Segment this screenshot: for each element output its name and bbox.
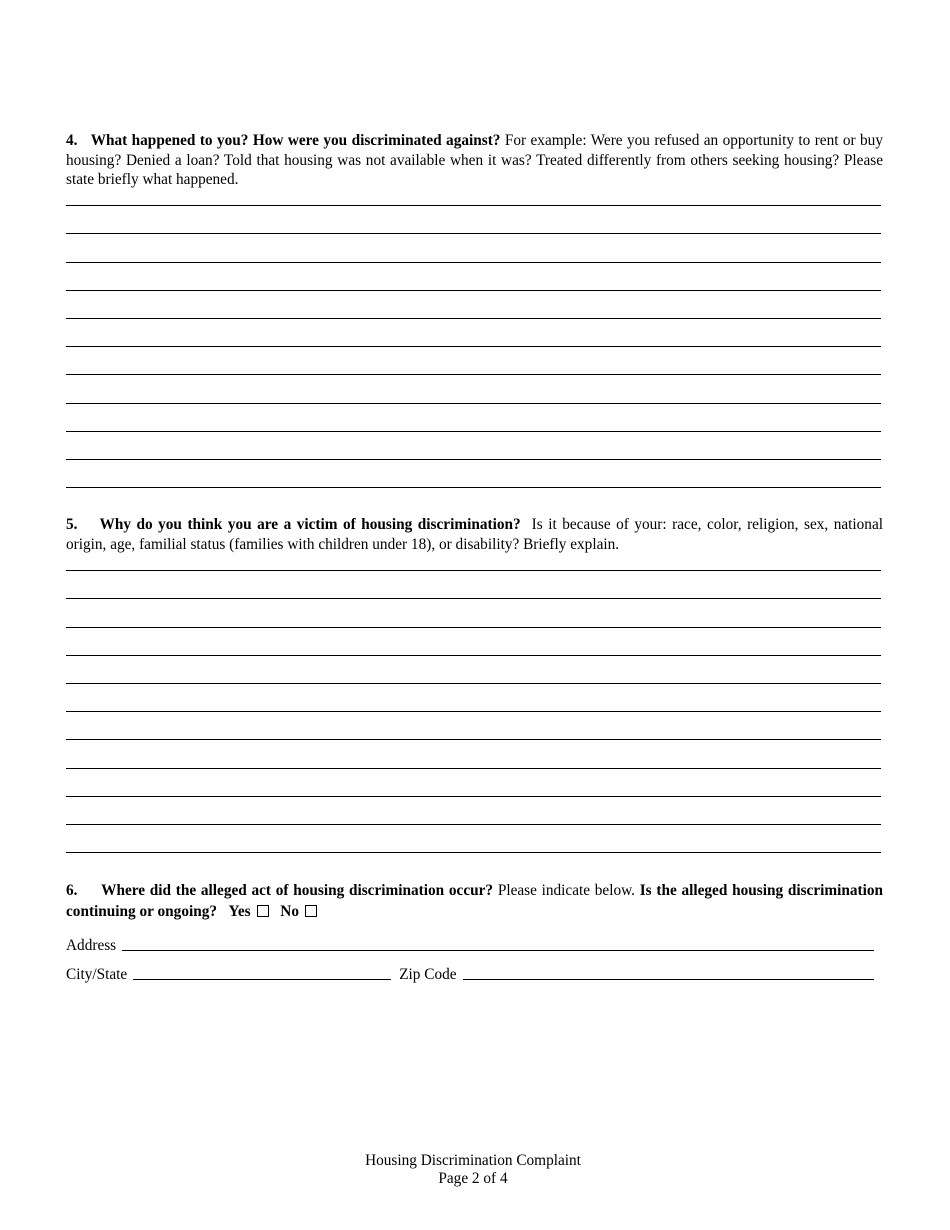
page-number: Page 2 of 4 xyxy=(438,1170,508,1187)
no-label: No xyxy=(280,903,299,920)
zip-field[interactable] xyxy=(463,979,874,980)
answer-line[interactable] xyxy=(66,206,881,234)
answer-line[interactable] xyxy=(66,599,881,627)
answer-line[interactable] xyxy=(66,404,881,432)
answer-line[interactable] xyxy=(66,628,881,656)
q5-answer-lines[interactable] xyxy=(66,543,881,853)
answer-line[interactable] xyxy=(66,178,881,206)
q4-number: 4. xyxy=(66,132,78,149)
page-footer xyxy=(0,1152,946,1188)
q6-question: Where did the alleged act of housing discrimination occur? xyxy=(101,882,494,899)
answer-line[interactable] xyxy=(66,375,881,403)
answer-line[interactable] xyxy=(66,712,881,740)
answer-line[interactable] xyxy=(66,740,881,768)
answer-line[interactable] xyxy=(66,797,881,825)
answer-line[interactable] xyxy=(66,684,881,712)
q4-question: What happened to you? How were you discriminated against? xyxy=(90,132,501,149)
address-row xyxy=(66,935,878,955)
answer-line[interactable] xyxy=(66,432,881,460)
answer-line[interactable] xyxy=(66,460,881,488)
answer-line[interactable] xyxy=(66,571,881,599)
answer-line[interactable] xyxy=(66,234,881,262)
q6-number: 6. xyxy=(66,882,78,899)
q5-number: 5. xyxy=(66,516,78,533)
question-6 xyxy=(66,880,883,922)
q6-prompt: Please indicate below. xyxy=(497,882,635,899)
city-zip-row xyxy=(66,964,878,984)
address-field[interactable] xyxy=(122,950,874,951)
answer-line[interactable] xyxy=(66,769,881,797)
q4-prompt: For example: Were you refused an opportunity to rent or buy housing? Denied a loan? Told that housing was not available when it was? Treated differently from others seeking housing? Please state briefly what happened. xyxy=(66,132,883,188)
q6-question2: Is the alleged housing discrimination continuing or ongoing? xyxy=(66,882,884,920)
footer-title: Housing Discrimination Complaint xyxy=(365,1152,581,1169)
address-label: Address xyxy=(66,937,117,954)
answer-line[interactable] xyxy=(66,825,881,853)
answer-line[interactable] xyxy=(66,347,881,375)
yes-checkbox[interactable] xyxy=(257,905,269,917)
answer-line[interactable] xyxy=(66,291,881,319)
q4-answer-lines[interactable] xyxy=(66,178,881,488)
q5-prompt: Is it because of your: race, color, religion, sex, national origin, age, familial status (families with children under 18), or disability? Briefly explain. xyxy=(66,516,883,553)
q5-question: Why do you think you are a victim of housing discrimination? xyxy=(99,516,521,533)
answer-line[interactable] xyxy=(66,319,881,347)
answer-line[interactable] xyxy=(66,263,881,291)
no-checkbox[interactable] xyxy=(305,905,317,917)
city-state-field[interactable] xyxy=(133,979,391,980)
answer-line[interactable] xyxy=(66,656,881,684)
yes-label: Yes xyxy=(228,903,251,920)
city-state-label: City/State xyxy=(66,966,128,983)
answer-line[interactable] xyxy=(66,543,881,571)
zip-label: Zip Code xyxy=(399,966,457,983)
